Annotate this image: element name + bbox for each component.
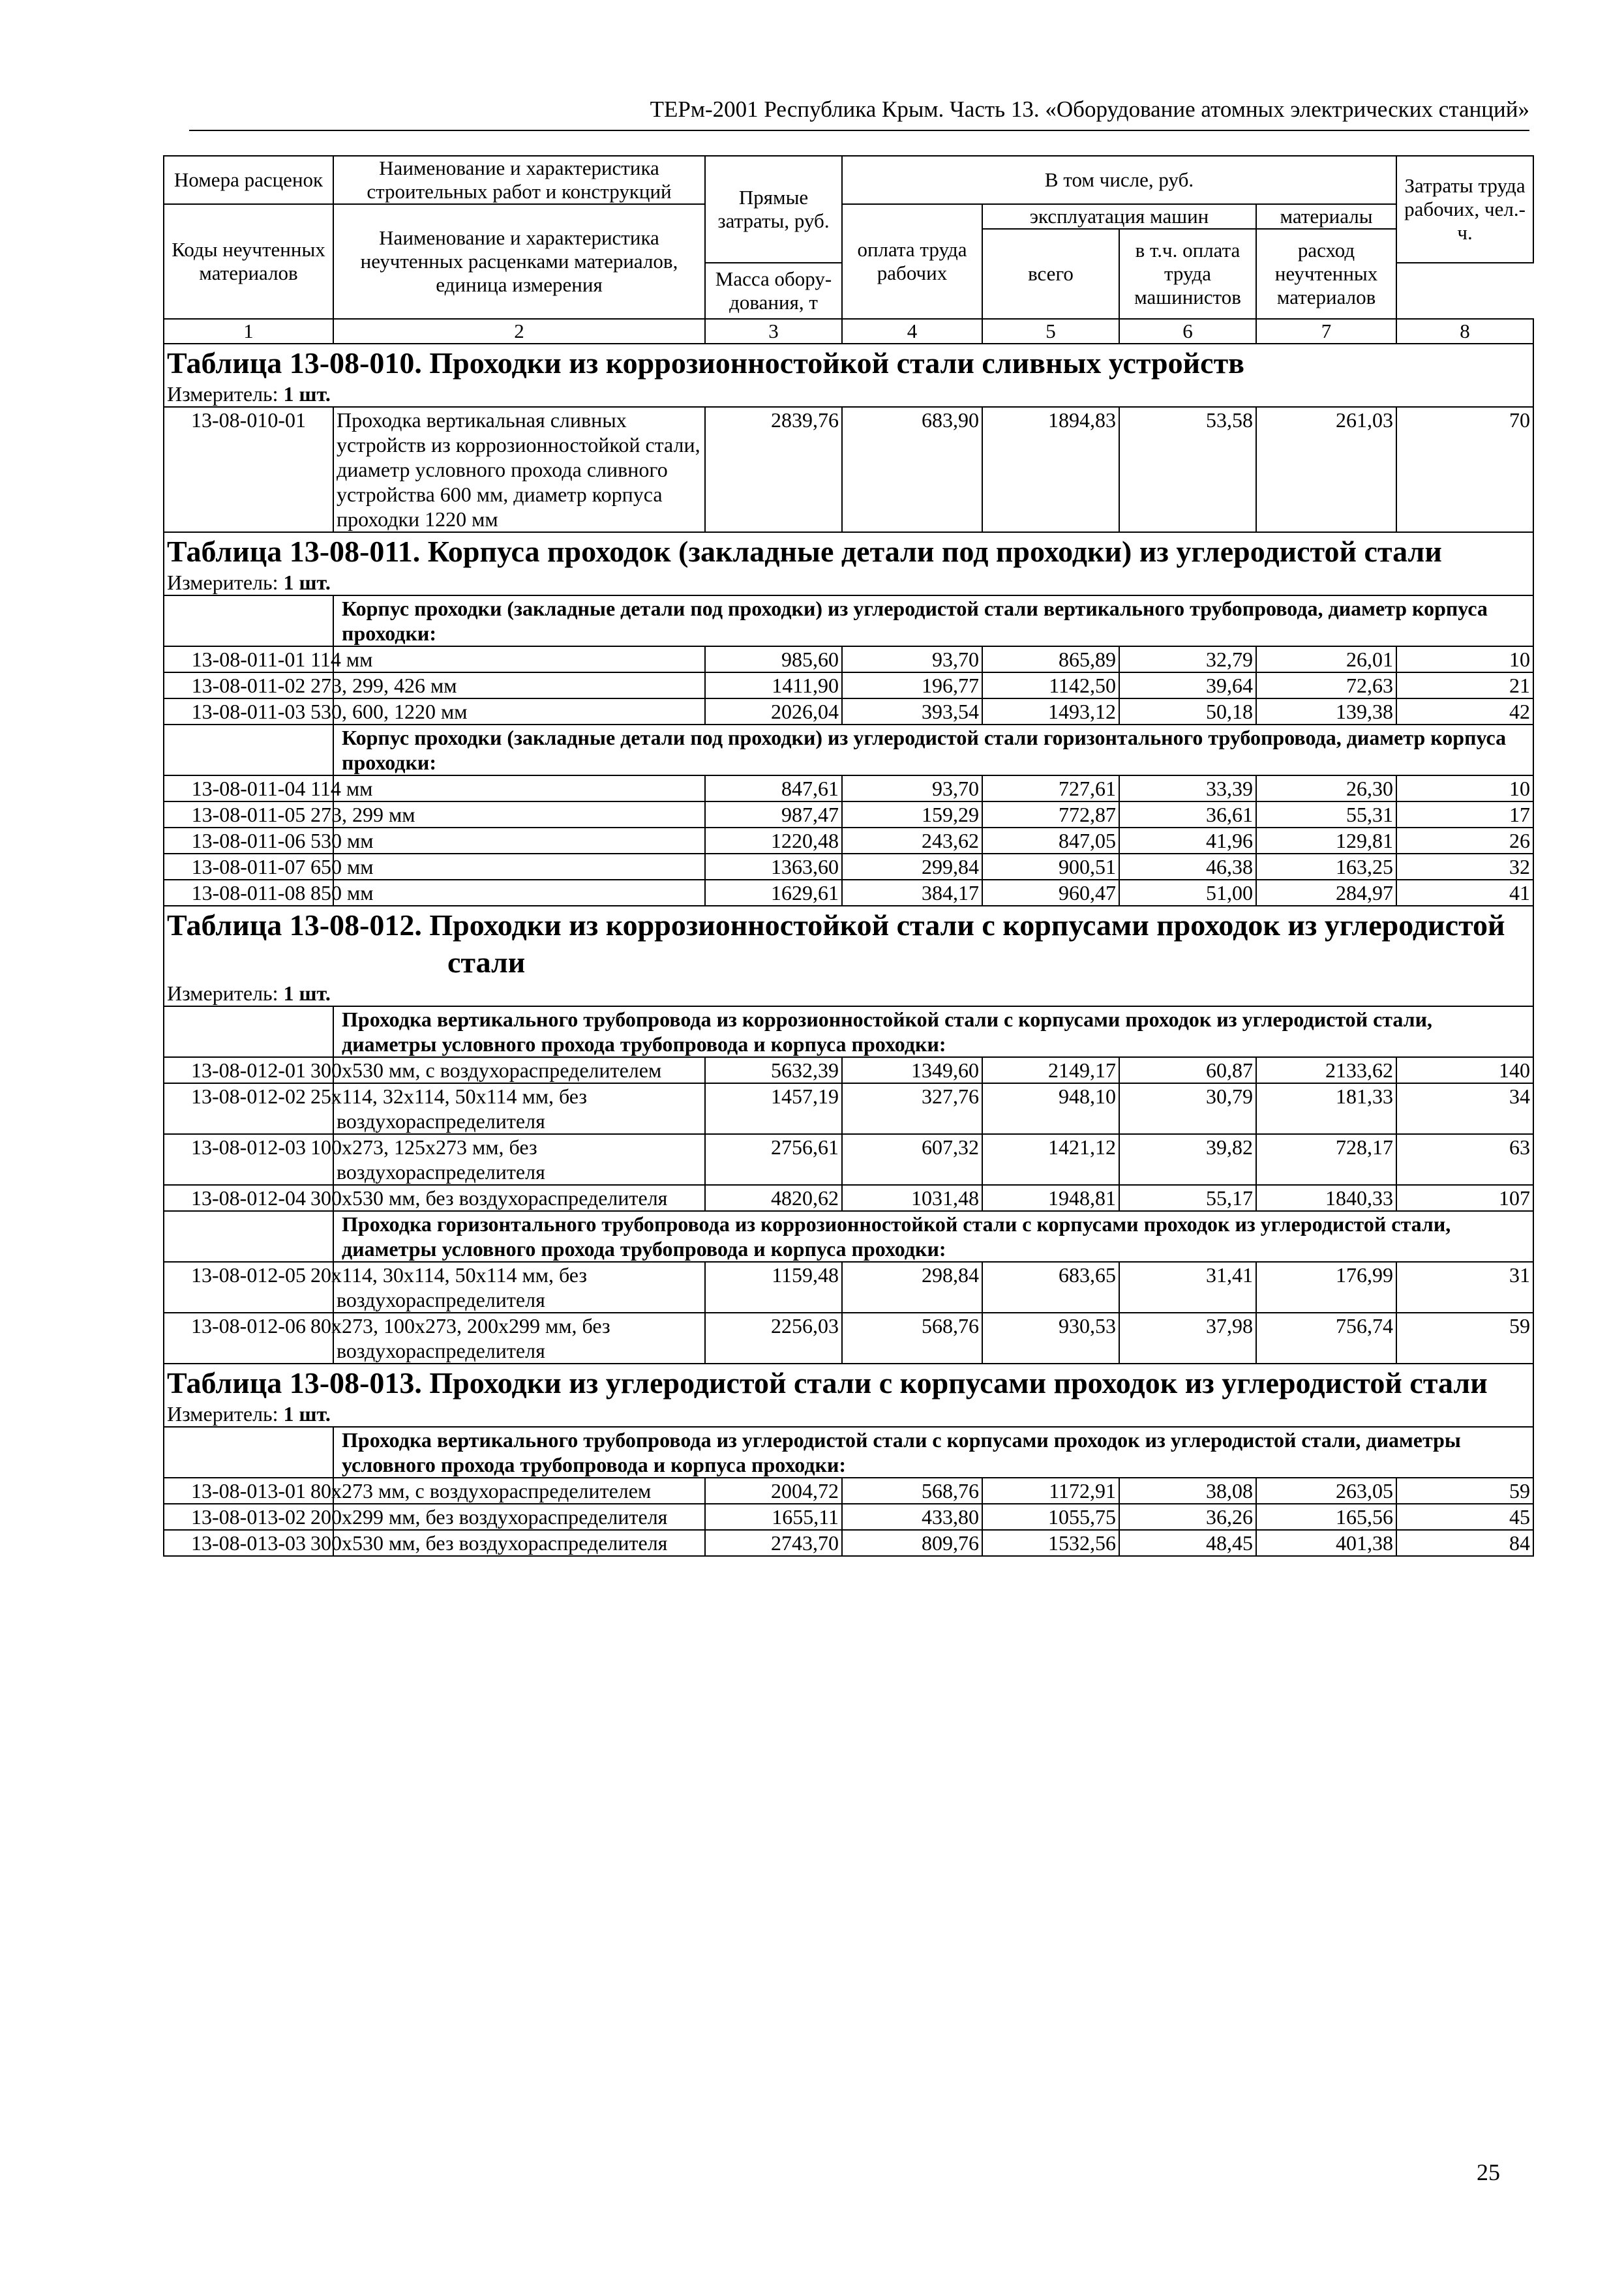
machinists-pay: 37,98	[1119, 1313, 1256, 1364]
machinists-pay: 60,87	[1119, 1057, 1256, 1083]
table-title: Таблица 13-08-011. Корпуса проходок (закладные детали под проходки) из углеродистой стали	[167, 535, 1442, 568]
col-number: 6	[1119, 319, 1256, 344]
machinists-pay: 51,00	[1119, 880, 1256, 906]
machinists-pay: 48,45	[1119, 1530, 1256, 1556]
machinists-pay: 41,96	[1119, 828, 1256, 854]
labor-pay: 683,90	[842, 407, 982, 532]
header-row-2	[164, 204, 1533, 229]
table-title: Таблица 13-08-012. Проходки из коррозионностойкой стали с корпусами проходок из углеродистой стали	[167, 908, 1505, 979]
mass-header: Масса обору-дования, т	[705, 263, 842, 319]
machines-total: 1948,81	[982, 1185, 1119, 1211]
materials: 176,99	[1256, 1262, 1396, 1313]
col2-bottom-header: Наименование и характеристика неучтенных расценками материалов, единица измерения	[333, 204, 705, 319]
machines-total: 948,10	[982, 1083, 1119, 1134]
machinists-pay: 30,79	[1119, 1083, 1256, 1134]
machines-total: 683,65	[982, 1262, 1119, 1313]
rate-code: 13-08-013-03	[164, 1530, 333, 1556]
materials: 261,03	[1256, 407, 1396, 532]
rate-name: 25х114, 32х114, 50х114 мм, без воздухораспределителя	[333, 1083, 705, 1134]
rate-name: 80х273, 100х273, 200х299 мм, без воздухораспределителя	[333, 1313, 705, 1364]
table-title-cell	[164, 532, 1533, 570]
measure-value: 1 шт.	[283, 1402, 331, 1426]
group-heading: Корпус проходки (закладные детали под проходки) из углеродистой стали вертикального трубопровода, диаметр корпуса проходки:	[333, 595, 1533, 646]
table-row	[164, 1313, 1533, 1364]
col-number: 4	[842, 319, 982, 344]
rate-name: 530, 600, 1220 мм	[333, 698, 705, 725]
labor-pay: 568,76	[842, 1313, 982, 1364]
table-title-row	[164, 344, 1533, 382]
rate-code: 13-08-011-03	[164, 698, 333, 725]
machinists-pay: 50,18	[1119, 698, 1256, 725]
machinists-pay: 31,41	[1119, 1262, 1256, 1313]
table-row	[164, 1530, 1533, 1556]
machines-total: 1172,91	[982, 1478, 1119, 1504]
table-row	[164, 1504, 1533, 1530]
rate-name: 80х273 мм, с воздухораспределителем	[333, 1478, 705, 1504]
labor-hours: 140	[1396, 1057, 1533, 1083]
rate-name: 20х114, 30х114, 50х114 мм, без воздухораспределителя	[333, 1262, 705, 1313]
materials: 263,05	[1256, 1478, 1396, 1504]
materials: 72,63	[1256, 672, 1396, 698]
machinists-header: в т.ч. оплата труда машинистов	[1119, 229, 1256, 319]
table-title-row	[164, 532, 1533, 570]
group-heading-row	[164, 595, 1533, 646]
labor-hours: 34	[1396, 1083, 1533, 1134]
direct-costs: 2743,70	[705, 1530, 842, 1556]
group-heading: Корпус проходки (закладные детали под проходки) из углеродистой стали горизонтального трубопровода, диаметр корпуса проходки:	[333, 725, 1533, 775]
labor-pay: 393,54	[842, 698, 982, 725]
machinists-pay: 39,82	[1119, 1134, 1256, 1185]
rate-code: 13-08-011-05	[164, 801, 333, 828]
rate-code: 13-08-012-06	[164, 1313, 333, 1364]
header-row-1	[164, 156, 1533, 204]
materials-header: материалы	[1256, 204, 1396, 229]
measure-value: 1 шт.	[283, 571, 331, 594]
direct-costs: 1159,48	[705, 1262, 842, 1313]
table-row	[164, 407, 1533, 532]
labor-hours: 17	[1396, 801, 1533, 828]
materials: 284,97	[1256, 880, 1396, 906]
machines-total: 1421,12	[982, 1134, 1119, 1185]
table-title: Таблица 13-08-013. Проходки из углеродистой стали с корпусами проходок из углеродистой стали	[167, 1366, 1488, 1399]
table-row	[164, 1478, 1533, 1504]
measure-row	[164, 570, 1533, 595]
labor-hours: 10	[1396, 646, 1533, 672]
labor-pay: 384,17	[842, 880, 982, 906]
direct-costs: 1411,90	[705, 672, 842, 698]
rate-code: 13-08-011-06	[164, 828, 333, 854]
measure-row	[164, 382, 1533, 407]
col2-top-header: Наименование и характеристика строительных работ и конструкций	[333, 156, 705, 204]
machines-total: 1055,75	[982, 1504, 1119, 1530]
labor-hours: 32	[1396, 854, 1533, 880]
materials: 1840,33	[1256, 1185, 1396, 1211]
table-row	[164, 646, 1533, 672]
labor-pay: 159,29	[842, 801, 982, 828]
labor-pay: 607,32	[842, 1134, 982, 1185]
table-row	[164, 1057, 1533, 1083]
table-title: Таблица 13-08-010. Проходки из коррозионностойкой стали сливных устройств	[167, 346, 1245, 380]
table-row	[164, 672, 1533, 698]
direct-costs: 847,61	[705, 775, 842, 801]
materials: 401,38	[1256, 1530, 1396, 1556]
machinists-pay: 39,64	[1119, 672, 1256, 698]
group-empty-cell	[164, 1427, 333, 1478]
direct-costs: 4820,62	[705, 1185, 842, 1211]
table-row	[164, 698, 1533, 725]
materials: 728,17	[1256, 1134, 1396, 1185]
materials: 26,01	[1256, 646, 1396, 672]
direct-costs: 1655,11	[705, 1504, 842, 1530]
labor-pay: 433,80	[842, 1504, 982, 1530]
rate-code: 13-08-012-01	[164, 1057, 333, 1083]
machinists-pay: 46,38	[1119, 854, 1256, 880]
labor-pay: 298,84	[842, 1262, 982, 1313]
labor-hours: 41	[1396, 880, 1533, 906]
direct-costs: 5632,39	[705, 1057, 842, 1083]
labor-pay: 1031,48	[842, 1185, 982, 1211]
group-heading: Проходка горизонтального трубопровода из коррозионностойкой стали с корпусами проходок из углеродистой стали, диаметры условного прохода трубопровода и корпуса проходки:	[333, 1211, 1533, 1262]
labor-hours: 107	[1396, 1185, 1533, 1211]
rate-name: 300х530 мм, с воздухораспределителем	[333, 1057, 705, 1083]
rate-code: 13-08-011-07	[164, 854, 333, 880]
direct-costs: 1363,60	[705, 854, 842, 880]
materials: 165,56	[1256, 1504, 1396, 1530]
table-row	[164, 1185, 1533, 1211]
measure-label: Измеритель:	[167, 382, 278, 406]
rate-code: 13-08-011-04	[164, 775, 333, 801]
rate-code: 13-08-013-02	[164, 1504, 333, 1530]
machines-total: 1532,56	[982, 1530, 1119, 1556]
labor-pay: 327,76	[842, 1083, 982, 1134]
labor-pay-header: оплата труда рабочих	[842, 204, 982, 319]
incl-header: В том числе, руб.	[842, 156, 1396, 204]
table-body	[164, 156, 1533, 1556]
materials: 163,25	[1256, 854, 1396, 880]
materials: 756,74	[1256, 1313, 1396, 1364]
materials: 2133,62	[1256, 1057, 1396, 1083]
direct-costs: 2256,03	[705, 1313, 842, 1364]
group-heading-row	[164, 1211, 1533, 1262]
rate-name: 300х530 мм, без воздухораспределителя	[333, 1185, 705, 1211]
machinists-pay: 33,39	[1119, 775, 1256, 801]
col-number: 7	[1256, 319, 1396, 344]
labor-pay: 299,84	[842, 854, 982, 880]
group-heading: Проходка вертикального трубопровода из коррозионностойкой стали с корпусами проходок из углеродистой стали, диаметры условного прохода трубопровода и корпуса проходки:	[333, 1006, 1533, 1057]
measure-cell	[164, 570, 1533, 595]
materials: 139,38	[1256, 698, 1396, 725]
table-row	[164, 1083, 1533, 1134]
materials: 55,31	[1256, 801, 1396, 828]
table-title-cell	[164, 906, 1533, 981]
machinists-pay: 53,58	[1119, 407, 1256, 532]
materials-sub-header: расход неучтенных материалов	[1256, 229, 1396, 319]
labor-hours: 31	[1396, 1262, 1533, 1313]
rate-code: 13-08-011-01	[164, 646, 333, 672]
rate-code: 13-08-012-05	[164, 1262, 333, 1313]
group-heading-row	[164, 725, 1533, 775]
direct-costs: 985,60	[705, 646, 842, 672]
direct-costs: 987,47	[705, 801, 842, 828]
table-row	[164, 854, 1533, 880]
labor-pay: 93,70	[842, 646, 982, 672]
header-divider	[189, 130, 1529, 131]
labor-pay: 568,76	[842, 1478, 982, 1504]
col-number: 5	[982, 319, 1119, 344]
machines-total: 727,61	[982, 775, 1119, 801]
group-empty-cell	[164, 725, 333, 775]
labor-hours: 84	[1396, 1530, 1533, 1556]
col-number: 1	[164, 319, 333, 344]
labor-pay: 243,62	[842, 828, 982, 854]
machinists-pay: 36,61	[1119, 801, 1256, 828]
rate-code: 13-08-012-02	[164, 1083, 333, 1134]
group-heading: Проходка вертикального трубопровода из углеродистой стали с корпусами проходок из углеродистой стали, диаметры условного прохода трубопровода и корпуса проходки:	[333, 1427, 1533, 1478]
measure-label: Измеритель:	[167, 1402, 278, 1426]
machines-total: 960,47	[982, 880, 1119, 906]
labor-hours: 26	[1396, 828, 1533, 854]
rate-code: 13-08-011-02	[164, 672, 333, 698]
machines-total: 900,51	[982, 854, 1119, 880]
labor-hours: 21	[1396, 672, 1533, 698]
rate-code: 13-08-011-08	[164, 880, 333, 906]
group-empty-cell	[164, 1006, 333, 1057]
rate-code: 13-08-012-03	[164, 1134, 333, 1185]
machinists-pay: 36,26	[1119, 1504, 1256, 1530]
rate-name: 530 мм	[333, 828, 705, 854]
labor-hours: 59	[1396, 1313, 1533, 1364]
rate-code: 13-08-012-04	[164, 1185, 333, 1211]
table-title-row	[164, 906, 1533, 981]
measure-row	[164, 1401, 1533, 1427]
direct-costs: 1629,61	[705, 880, 842, 906]
page-header: ТЕРм-2001 Республика Крым. Часть 13. «Оборудование атомных электрических станций»	[650, 97, 1529, 122]
rate-name: 650 мм	[333, 854, 705, 880]
labor-hours: 10	[1396, 775, 1533, 801]
rate-name: 300х530 мм, без воздухораспределителя	[333, 1530, 705, 1556]
rate-name: 114 мм	[333, 646, 705, 672]
measure-cell	[164, 382, 1533, 407]
labor-pay: 1349,60	[842, 1057, 982, 1083]
direct-costs: 1220,48	[705, 828, 842, 854]
rate-name: 114 мм	[333, 775, 705, 801]
machines-header: эксплуатация машин	[982, 204, 1256, 229]
rate-code: 13-08-010-01	[164, 407, 333, 532]
machines-total: 865,89	[982, 646, 1119, 672]
rate-name: Проходка вертикальная сливных устройств из коррозионностойкой стали, диаметр условного прохода сливного устройства 600 мм, диаметр корпуса проходки 1220 мм	[333, 407, 705, 532]
page-number: 25	[1477, 2159, 1500, 2185]
measure-value: 1 шт.	[283, 382, 331, 406]
machinists-pay: 32,79	[1119, 646, 1256, 672]
machines-total: 930,53	[982, 1313, 1119, 1364]
table-row	[164, 1262, 1533, 1313]
rate-name: 273, 299, 426 мм	[333, 672, 705, 698]
machines-total: 1493,12	[982, 698, 1119, 725]
col-number: 3	[705, 319, 842, 344]
labor-hours: 63	[1396, 1134, 1533, 1185]
machinists-pay: 38,08	[1119, 1478, 1256, 1504]
table-row	[164, 775, 1533, 801]
table-row	[164, 880, 1533, 906]
rate-name: 273, 299 мм	[333, 801, 705, 828]
labor-pay: 93,70	[842, 775, 982, 801]
direct-costs: 2026,04	[705, 698, 842, 725]
machines-total: 1894,83	[982, 407, 1119, 532]
rate-code: 13-08-013-01	[164, 1478, 333, 1504]
machines-total: 772,87	[982, 801, 1119, 828]
group-empty-cell	[164, 1211, 333, 1262]
labor-hours: 59	[1396, 1478, 1533, 1504]
measure-label: Измеритель:	[167, 981, 278, 1005]
table-title-cell	[164, 1364, 1533, 1401]
table-title-row	[164, 1364, 1533, 1401]
col-number: 2	[333, 319, 705, 344]
materials: 129,81	[1256, 828, 1396, 854]
labor-header: Затраты труда рабочих, чел.-ч.	[1396, 156, 1533, 263]
materials: 181,33	[1256, 1083, 1396, 1134]
labor-hours: 45	[1396, 1504, 1533, 1530]
measure-cell	[164, 981, 1533, 1006]
column-numbers-row	[164, 319, 1533, 344]
rate-name: 100х273, 125х273 мм, без воздухораспределителя	[333, 1134, 705, 1185]
col1-top-header: Номера расценок	[164, 156, 333, 204]
rate-name: 200х299 мм, без воздухораспределителя	[333, 1504, 705, 1530]
rate-name: 850 мм	[333, 880, 705, 906]
materials: 26,30	[1256, 775, 1396, 801]
col1-bottom-header: Коды неучтенных материалов	[164, 204, 333, 319]
table-row	[164, 828, 1533, 854]
direct-costs: 2839,76	[705, 407, 842, 532]
measure-value: 1 шт.	[283, 981, 331, 1005]
direct-costs: 1457,19	[705, 1083, 842, 1134]
machines-total: 1142,50	[982, 672, 1119, 698]
labor-pay: 196,77	[842, 672, 982, 698]
table-row	[164, 801, 1533, 828]
group-empty-cell	[164, 595, 333, 646]
table-row	[164, 1134, 1533, 1185]
direct-costs-header: Прямые затраты, руб.	[705, 156, 842, 263]
group-heading-row	[164, 1427, 1533, 1478]
group-heading-row	[164, 1006, 1533, 1057]
direct-costs: 2004,72	[705, 1478, 842, 1504]
machines-total: 2149,17	[982, 1057, 1119, 1083]
labor-pay: 809,76	[842, 1530, 982, 1556]
labor-hours: 70	[1396, 407, 1533, 532]
measure-label: Измеритель:	[167, 571, 278, 594]
machines-total: 847,05	[982, 828, 1119, 854]
measure-row	[164, 981, 1533, 1006]
measure-cell	[164, 1401, 1533, 1427]
machines-total-header: всего	[982, 229, 1119, 319]
labor-hours: 42	[1396, 698, 1533, 725]
direct-costs: 2756,61	[705, 1134, 842, 1185]
machinists-pay: 55,17	[1119, 1185, 1256, 1211]
rates-table	[163, 155, 1534, 1557]
col-number: 8	[1396, 319, 1533, 344]
table-title-cell	[164, 344, 1533, 382]
